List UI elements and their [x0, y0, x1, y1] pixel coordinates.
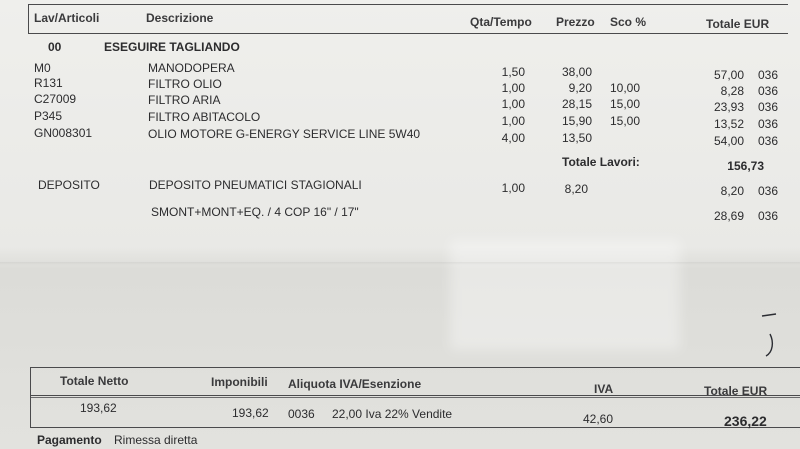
footer-netto-value: 193,62 — [80, 401, 117, 415]
item-description: OLIO MOTORE G-ENERGY SERVICE LINE 5W40 — [148, 127, 421, 141]
item-price: 9,20 — [568, 81, 592, 95]
deposito-price: 8,20 — [564, 182, 588, 196]
deposito-code: DEPOSITO — [38, 178, 100, 192]
paper-glare — [450, 240, 680, 350]
footer-imponibili-value: 193,62 — [232, 406, 269, 420]
section-code: 00 — [48, 40, 62, 54]
item-code: C27009 — [34, 92, 77, 106]
item-qty: 4,00 — [501, 131, 525, 145]
deposito-total: 8,20 — [720, 184, 744, 198]
footer-mid-rule — [30, 395, 800, 396]
item-discount: 15,00 — [609, 114, 640, 128]
item-discount: 10,00 — [609, 81, 640, 95]
footer-header-netto: Totale Netto — [60, 374, 129, 388]
totale-lavori-label: Totale Lavori: — [562, 155, 640, 169]
footer-left-rule — [30, 367, 31, 428]
smontaggio-iva-code: 036 — [758, 209, 779, 223]
item-code: P345 — [34, 109, 63, 123]
item-price: 28,15 — [561, 97, 592, 111]
item-description: MANODOPERA — [148, 61, 235, 75]
item-iva-code: 036 — [758, 134, 779, 148]
col-header-qta: Qta/Tempo — [470, 15, 532, 29]
item-qty: 1,00 — [501, 97, 525, 111]
deposito-description: DEPOSITO PNEUMATICI STAGIONALI — [149, 178, 362, 192]
item-iva-code: 036 — [758, 100, 779, 114]
item-price: 38,00 — [561, 65, 592, 79]
item-total: 23,93 — [713, 100, 744, 114]
footer-totale-value: 236,22 — [724, 413, 767, 429]
smontaggio-description: SMONT+MONT+EQ. / 4 COP 16" / 17" — [151, 205, 359, 219]
item-total: 54,00 — [713, 134, 744, 148]
pagamento-label: Pagamento — [37, 433, 102, 447]
item-description: FILTRO OLIO — [148, 77, 222, 91]
col-header-descrizione: Descrizione — [146, 11, 214, 25]
paper-fold — [0, 262, 800, 265]
footer-bottom-rule — [30, 427, 800, 428]
footer-top-rule — [30, 367, 800, 368]
col-header-articoli: Lav/Articoli — [34, 11, 100, 25]
footer-header-totale: Totale EUR — [704, 384, 768, 398]
smontaggio-total: 28,69 — [713, 209, 744, 223]
footer-iva-value: 42,60 — [583, 412, 614, 426]
pen-mark — [740, 300, 790, 370]
section-title: ESEGUIRE TAGLIANDO — [104, 40, 240, 54]
item-description: FILTRO ABITACOLO — [148, 110, 261, 124]
item-code: GN008301 — [34, 126, 93, 140]
item-total: 57,00 — [713, 68, 744, 82]
item-iva-code: 036 — [758, 84, 779, 98]
footer-header-aliquota: Aliquota IVA/Esenzione — [288, 377, 422, 391]
item-price: 13,50 — [561, 131, 592, 145]
pagamento-value: Rimessa diretta — [114, 433, 198, 447]
header-bottom-rule — [28, 33, 788, 34]
footer-aliquota-desc: 22,00 Iva 22% Vendite — [332, 407, 453, 421]
item-qty: 1,00 — [501, 114, 525, 128]
col-header-sconto: Sco % — [610, 15, 647, 29]
item-iva-code: 036 — [758, 117, 779, 131]
footer-header-imponibili: Imponibili — [211, 375, 268, 389]
totale-lavori-value: 156,73 — [727, 159, 764, 173]
item-iva-code: 036 — [758, 68, 779, 82]
col-header-totale: Totale EUR — [706, 17, 770, 31]
deposito-qty: 1,00 — [501, 181, 525, 195]
header-left-rule — [28, 4, 29, 34]
footer-header-iva: IVA — [594, 382, 614, 396]
item-total: 8,28 — [720, 84, 744, 98]
footer-aliquota-code: 0036 — [288, 407, 315, 421]
item-total: 13,52 — [713, 117, 744, 131]
item-code: R131 — [34, 76, 63, 90]
item-qty: 1,50 — [501, 65, 525, 79]
item-code: M0 — [34, 61, 51, 75]
col-header-prezzo: Prezzo — [556, 15, 595, 29]
item-description: FILTRO ARIA — [148, 93, 221, 107]
item-qty: 1,00 — [501, 81, 525, 95]
item-price: 15,90 — [561, 114, 592, 128]
header-top-rule — [28, 4, 788, 5]
item-discount: 15,00 — [609, 97, 640, 111]
deposito-iva-code: 036 — [758, 184, 779, 198]
footer-mid-rule-2 — [30, 397, 800, 398]
